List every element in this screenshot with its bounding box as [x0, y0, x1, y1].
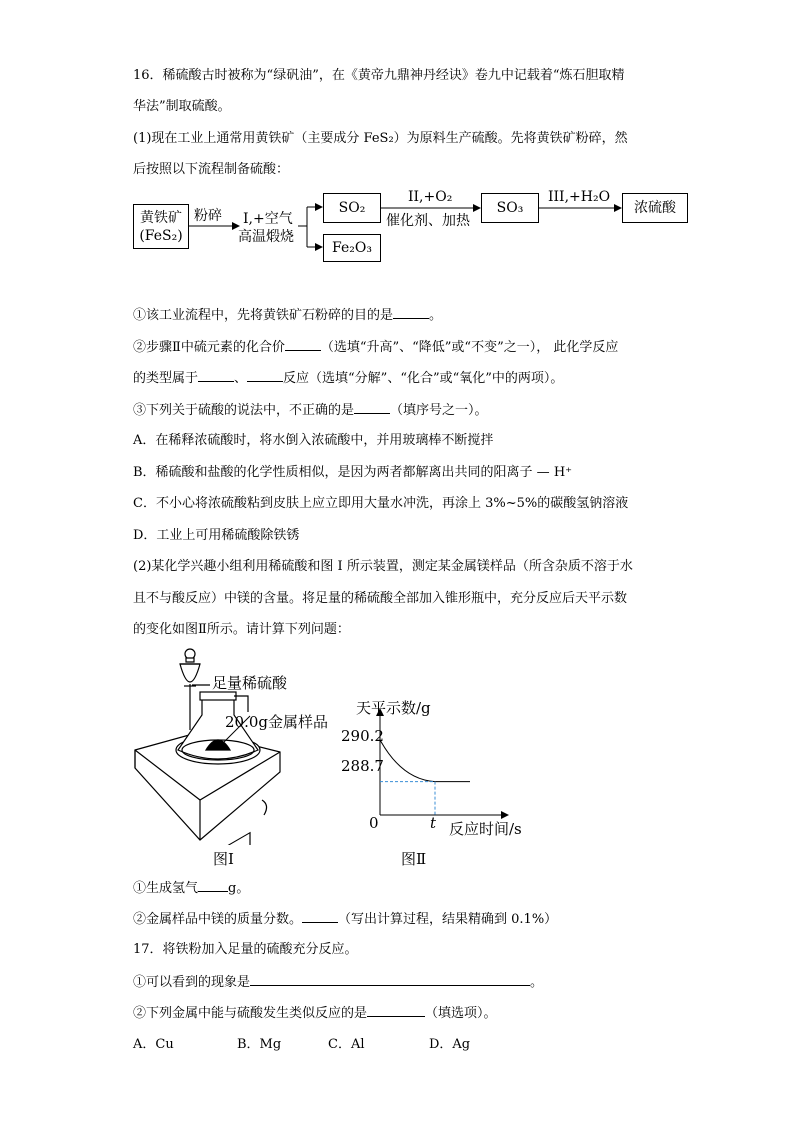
flow-pyrite-formula: (FeS₂) [139, 228, 183, 244]
figure-1-apparatus [130, 640, 330, 845]
flow-step2-top-label: II,+O₂ [408, 189, 453, 205]
q17-title: 17．将铁粉加入足量的硫酸充分反应。 [133, 942, 358, 957]
answer-blank-1[interactable] [393, 305, 429, 319]
option-b: B．稀硫酸和盐酸的化学性质相似，是因为两者都解离出共同的阳离子 — H⁺ [133, 465, 573, 480]
q17-option-a: A．Cu [133, 1037, 174, 1052]
chart-ytick-288-7: 288.7 [341, 757, 384, 775]
flow-acid-text: 浓硫酸 [634, 200, 676, 216]
chart-ylabel: 天平示数/g [356, 699, 431, 717]
q17-sub1-text-a: ①可以看到的现象是 [133, 975, 251, 990]
q17-sub1 [133, 972, 543, 993]
q16-ans1-text-b: g。 [228, 881, 250, 896]
q16-sub2-text-e: 反应（选填“分解”、“化合”或“氧化”中的两项）。 [283, 371, 564, 386]
q17-option-d: D．Ag [429, 1037, 471, 1052]
flow-step1-top-label: I,+空气 [243, 211, 293, 227]
fig1-acid-label: 足量稀硫酸 [212, 674, 288, 692]
q16-ans1-text-a: ①生成氢气 [133, 881, 199, 896]
q16-sub1-text: ①该工业流程中，先将黄铁矿石粉碎的目的是 [133, 308, 394, 323]
q16-sub2-text-b: （选填“升高”、“降低”或“不变”之一）， 此化学反应 [320, 340, 619, 355]
q16-sub2-text-a: ②步骤Ⅱ中硫元素的化合价 [133, 340, 285, 355]
q16-sub3 [133, 400, 488, 421]
q16-part1-line2: 后按照以下流程制备硫酸： [133, 162, 290, 177]
chart-ytick-290-2: 290.2 [341, 727, 384, 745]
answer-blank-2[interactable] [285, 337, 321, 351]
q16-part2-ans1 [133, 878, 249, 899]
fig1-caption: 图Ⅰ [213, 850, 234, 868]
q16-part1-line1: (1)现在工业上通常用黄铁矿（主要成分 FeS₂）为原料生产硫酸。先将黄铁矿粉碎，然 [133, 131, 628, 146]
chart-xtick-t: t [430, 814, 437, 832]
chart-origin-label: 0 [369, 814, 379, 832]
answer-blank-8[interactable] [250, 972, 530, 986]
answer-blank-6[interactable] [198, 878, 228, 892]
flow-arrows [0, 0, 794, 300]
fig2-caption: 图Ⅱ [401, 850, 427, 868]
q16-part2-line1: (2)某化学兴趣小组利用稀硫酸和图 I 所示装置，测定某金属镁样品（所含杂质不溶于水 [133, 559, 633, 574]
q17-options [133, 1035, 470, 1055]
q16-ans2-text-b: （写出计算过程，结果精确到 0.1%） [338, 912, 558, 927]
q16-sub3-text-b: （填序号之一）。 [390, 403, 488, 418]
option-d: D．工业上可用稀硫酸除铁锈 [133, 528, 300, 543]
q16-part2-line3: 的变化如图Ⅱ所示。请计算下列问题： [133, 622, 350, 637]
flow-pyrite-name: 黄铁矿 [140, 210, 182, 226]
q17-sub1-text-b: 。 [530, 975, 544, 990]
q16-sub2 [133, 337, 618, 358]
option-c: C．不小心将浓硫酸粘到皮肤上应立即用大量水冲洗，再涂上 3%~5%的碳酸氢钠溶液 [133, 496, 629, 511]
chart-xlabel: 反应时间/s [449, 820, 522, 838]
q16-sub3-text-a: ③下列关于硫酸的说法中，不正确的是 [133, 403, 355, 418]
q16-sub2-text-c: 的类型属于 [133, 371, 199, 386]
q16-part2-line2: 且不与酸反应）中镁的含量。将足量的稀硫酸全部加入锥形瓶中，充分反应后天平示数 [133, 591, 628, 606]
option-a: A．在稀释浓硫酸时，将水倒入浓硫酸中，并用玻璃棒不断搅拌 [133, 433, 494, 448]
q16-sub1-end: 。 [429, 308, 443, 323]
flow-step2-bottom-label: 催化剂、加热 [386, 213, 470, 229]
q17-option-c: C．Al [328, 1037, 365, 1052]
q16-ans2-text-a: ②金属样品中镁的质量分数。 [133, 912, 303, 927]
q16-sub2-text-d: 、 [234, 371, 248, 386]
flow-crush-label: 粉碎 [194, 208, 222, 224]
q17-sub2-text-b: （填选项）。 [425, 1006, 497, 1021]
fig1-sample-label: 20.0g金属样品 [225, 713, 329, 731]
answer-blank-9[interactable] [367, 1003, 425, 1017]
q16-intro-line1: 16．稀硫酸古时被称为“绿矾油”，在《黄帝九鼎神丹经诀》卷九中记载着“炼石胆取精 [133, 68, 625, 83]
q17-sub2 [133, 1003, 497, 1024]
answer-blank-5[interactable] [354, 400, 390, 414]
q16-intro-line2: 华法”制取硫酸。 [133, 99, 231, 114]
flow-fe2o3-text: Fe₂O₃ [332, 240, 372, 256]
q16-sub2-cont [133, 368, 563, 389]
q16-sub1 [133, 305, 442, 326]
flow-step1-bottom-label: 高温煅烧 [238, 229, 294, 245]
q17-option-b: B．Mg [237, 1037, 282, 1052]
series-line [380, 740, 470, 782]
flow-step3-top-label: III,+H₂O [548, 189, 611, 205]
flow-so2-text: SO₂ [338, 200, 366, 216]
answer-blank-4[interactable] [247, 368, 283, 382]
q16-part2-ans2 [133, 909, 557, 930]
answer-blank-7[interactable] [302, 909, 338, 923]
q17-sub2-text-a: ②下列金属中能与硫酸发生类似反应的是 [133, 1006, 368, 1021]
answer-blank-3[interactable] [198, 368, 234, 382]
flow-so3-text: SO₃ [496, 200, 524, 216]
